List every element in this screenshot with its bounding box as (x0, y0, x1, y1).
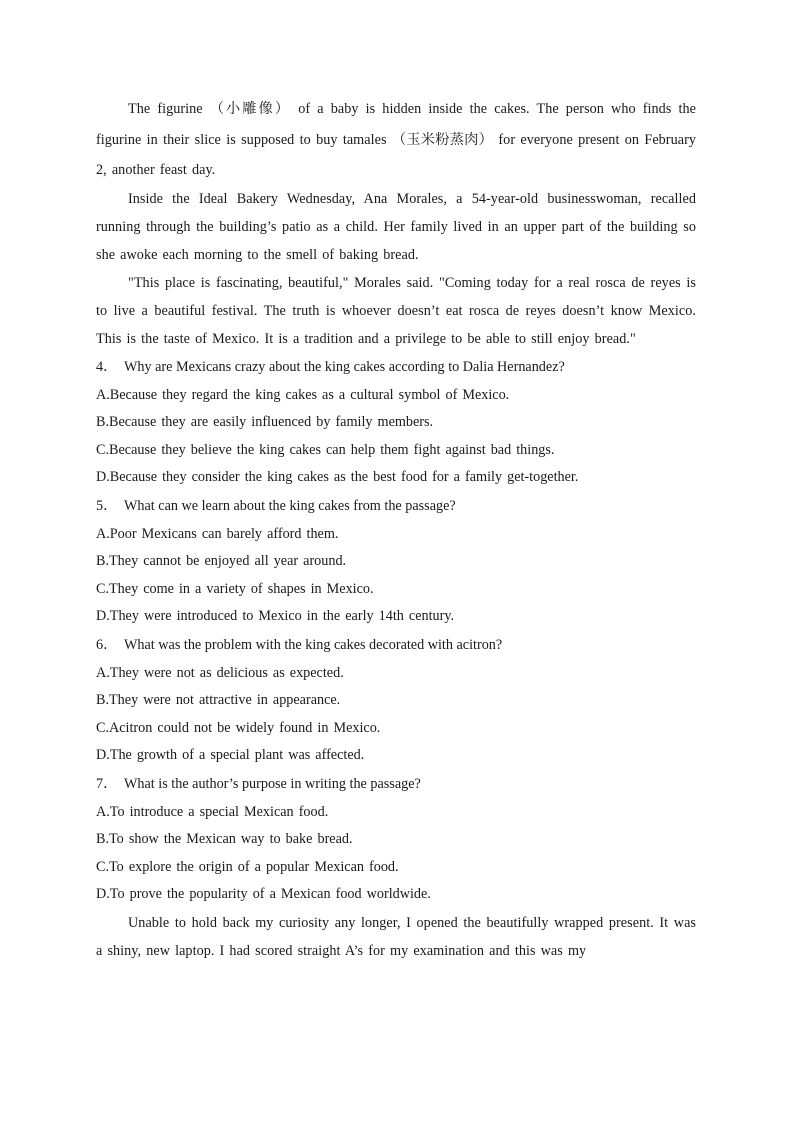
question-text: What can we learn about the king cakes from the passage? (124, 497, 456, 514)
option-b: B.Because they are easily influenced by family members. (96, 414, 434, 430)
question-stem (96, 631, 696, 660)
paragraph-laptop-story: Unable to hold back my curiosity any longer, I opened the beautifully wrapped present. It was a shiny, new laptop. I had scored straight A’s for my examination and this was my (96, 914, 696, 959)
option-d: D.The growth of a special plant was affected. (96, 747, 365, 763)
question-text: Why are Mexicans crazy about the king cakes according to Dalia Hernandez? (124, 358, 565, 375)
question-number: 6． (96, 636, 118, 653)
option-d: D.Because they consider the king cakes as the best food for a family get-together. (96, 469, 579, 485)
option-a: A.Poor Mexicans can barely afford them. (96, 525, 339, 542)
question-text: What was the problem with the king cakes decorated with acitron? (124, 636, 503, 653)
option-d: D.They were introduced to Mexico in the early 14th century. (96, 608, 455, 624)
option-c: C.They come in a variety of shapes in Mexico. (96, 580, 374, 597)
option-a: A.They were not as delicious as expected. (96, 664, 344, 681)
option-b: B.To show the Mexican way to bake bread. (96, 831, 353, 847)
question-stem (96, 353, 696, 382)
paragraph-figurine: The figurine （小雕像） of a baby is hidden inside the cakes. The person who finds the figurine in their slice is supposed to buy tamales （玉米粉蒸肉） for everyone present on February 2, another feast day. (96, 101, 696, 178)
question-stem (96, 770, 696, 799)
question-number: 7． (96, 775, 118, 792)
paragraph-morales-quote: "This place is fascinating, beautiful," Morales said. "Coming today for a real rosca de reyes is to live a beautiful festival. The truth is whoever doesn’t eat rosca de reyes doesn’t know Mexico. This is the taste of Mexico. It is a tradition and a privilege to be able to still enjoy bread." (96, 274, 696, 347)
option-b: B.They were not attractive in appearance. (96, 692, 341, 708)
paragraph-ideal-bakery: Inside the Ideal Bakery Wednesday, Ana Morales, a 54-year-old businesswoman, recalled running through the building’s patio as a child. Her family lived in an upper part of the building so she awoke each morning to the smell of baking bread. (96, 190, 696, 263)
option-b: B.They cannot be enjoyed all year around. (96, 553, 347, 569)
option-d: D.To prove the popularity of a Mexican food worldwide. (96, 886, 431, 902)
question-number: 5． (96, 497, 118, 514)
question-number: 4． (96, 358, 118, 375)
option-a: A.To introduce a special Mexican food. (96, 803, 329, 820)
option-c: C.To explore the origin of a popular Mexican food. (96, 858, 399, 875)
option-a: A.Because they regard the king cakes as a cultural symbol of Mexico. (96, 386, 510, 403)
question-7 (96, 770, 696, 909)
question-4 (96, 353, 696, 492)
option-c: C.Acitron could not be widely found in Mexico. (96, 719, 381, 736)
question-5 (96, 492, 696, 631)
question-stem (96, 492, 696, 521)
question-text: What is the author’s purpose in writing the passage? (124, 775, 421, 792)
option-c: C.Because they believe the king cakes can help them fight against bad things. (96, 441, 555, 458)
document-content (96, 94, 696, 965)
question-6 (96, 631, 696, 770)
